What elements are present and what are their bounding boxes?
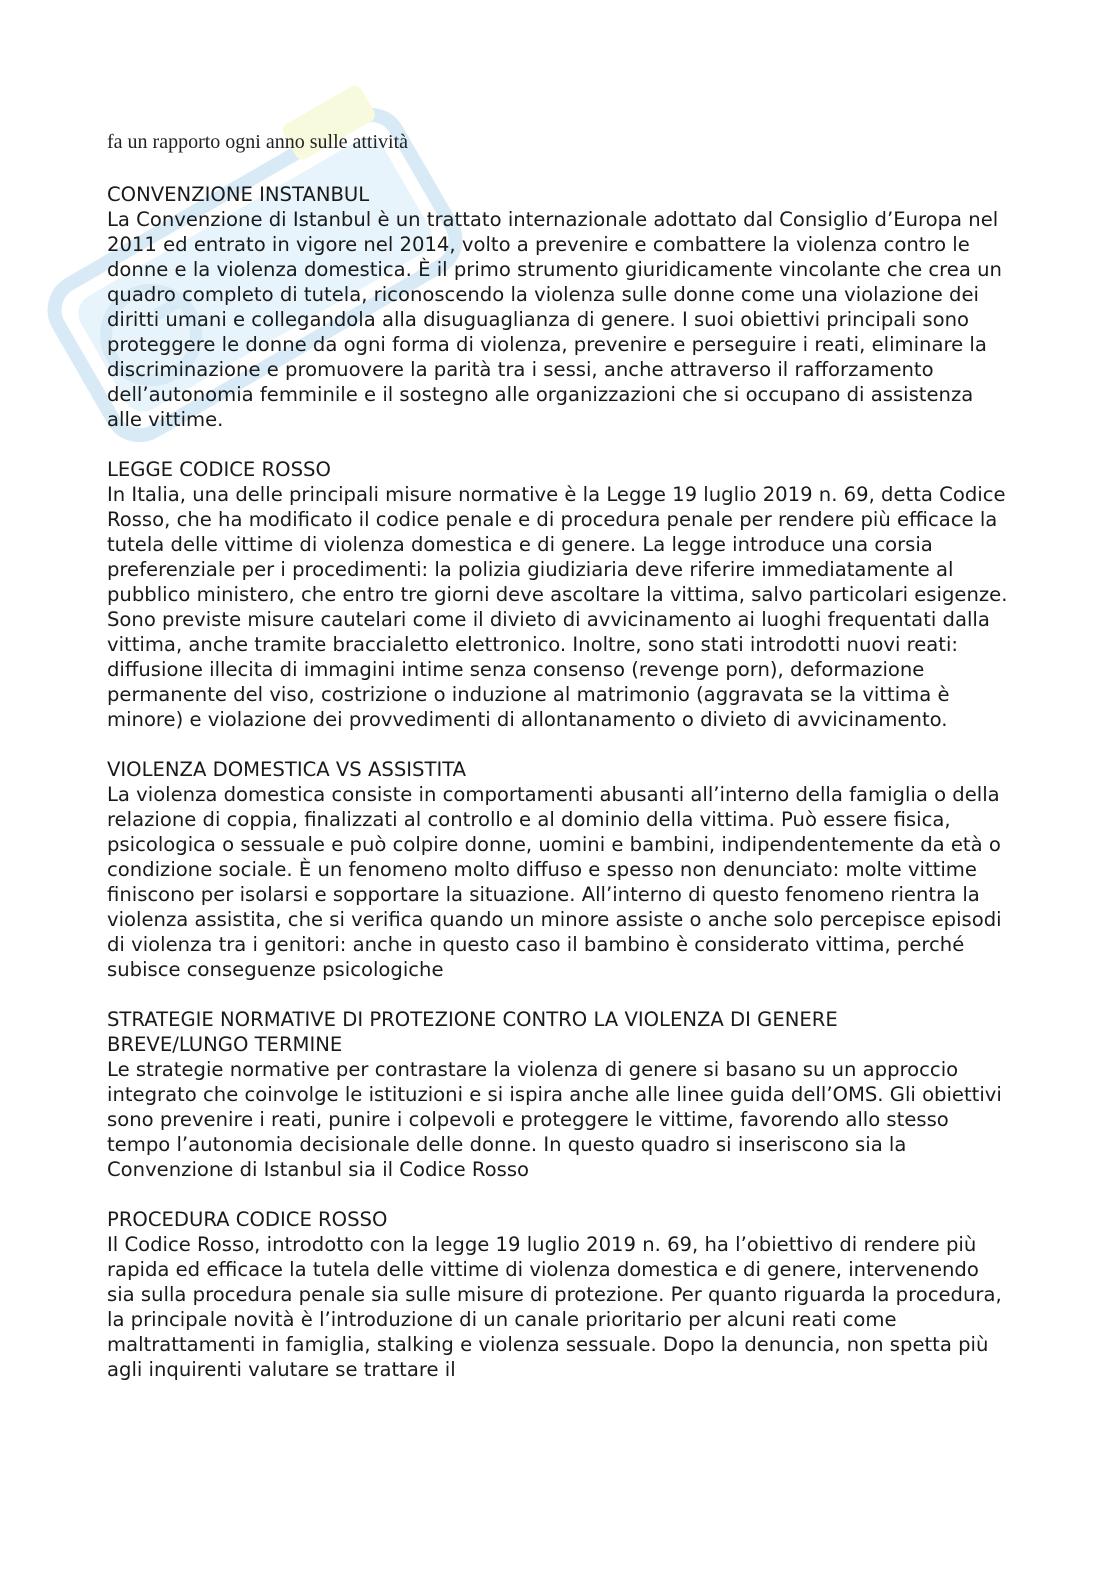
section-heading: LEGGE CODICE ROSSO (107, 458, 331, 481)
section-procedura-codice-rosso (107, 1207, 1012, 1382)
section-convenzione-istanbul (107, 182, 1012, 432)
section-heading: STRATEGIE NORMATIVE DI PROTEZIONE CONTRO LA VIOLENZA DI GENERE BREVE/LUNGO TERMINE (107, 1008, 838, 1056)
section-violenza-domestica (107, 757, 1012, 982)
section-paragraph: Le strategie normative per contrastare la violenza di genere si basano su un approccio integrato che coinvolge le istituzioni e si ispira anche alle linee guida dell’OMS. Gli obiettivi sono prevenire i reati, punire i colpevoli e proteggere le vittime, favorendo allo stesso tempo l’autonomia decisionale delle donne. In questo quadro si inseriscono sia la Convenzione di Istanbul sia il Codice Rosso (107, 1058, 1002, 1181)
section-paragraph: In Italia, una delle principali misure normative è la Legge 19 luglio 2019 n. 69, detta Codice Rosso, che ha modificato il codice penale e di procedura penale per rendere più efficace la tutela delle vittime di violenza domestica e di genere. La legge introduce una corsia preferenziale per i procedimenti: la polizia giudiziaria deve riferire immediatamente al pubblico ministero, che entro tre giorni deve ascoltare la vittima, salvo particolari esigenze. Sono previste misure cautelari come il divieto di avvicinamento ai luoghi frequentati dalla vittima, anche tramite braccialetto elettronico. Inoltre, sono stati introdotti nuovi reati: diffusione illecita di immagini intime senza consenso (revenge porn), deformazione permanente del viso, costrizione o induzione al matrimonio (aggravata se la vittima è minore) e violazione dei provvedimenti di allontanamento o divieto di avvicinamento. (107, 483, 1008, 731)
section-paragraph: Il Codice Rosso, introdotto con la legge 19 luglio 2019 n. 69, ha l’obiettivo di rendere più rapida ed efficace la tutela delle vittime di violenza domestica e di genere, intervenendo sia sulla procedura penale sia sulle misure di protezione. Per quanto riguarda la procedura, la principale novità è l’introduzione di un canale prioritario per alcuni reati come maltrattamenti in famiglia, stalking e violenza sessuale. Dopo la denuncia, non spetta più agli inquirenti valutare se trattare il (107, 1233, 1002, 1381)
section-heading: PROCEDURA CODICE ROSSO (107, 1208, 388, 1231)
document-body (107, 182, 1012, 1407)
intro-line: fa un rapporto ogni anno sulle attività (107, 131, 409, 153)
section-strategie-normative (107, 1007, 1012, 1182)
section-legge-codice-rosso (107, 457, 1012, 732)
section-heading: CONVENZIONE INSTANBUL (107, 183, 370, 206)
section-paragraph: La violenza domestica consiste in comportamenti abusanti all’interno della famiglia o della relazione di coppia, finalizzati al controllo e al dominio della vittima. Può essere fisica, psicologica o sessuale e può colpire donne, uomini e bambini, indipendentemente da età o condizione sociale. È un fenomeno molto diffuso e spesso non denunciato: molte vittime finiscono per isolarsi e sopportare la situazione. All’interno di questo fenomeno rientra la violenza assistita, che si verifica quando un minore assiste o anche solo percepisce episodi di violenza tra i genitori: anche in questo caso il bambino è considerato vittima, perché subisce conseguenze psicologiche (107, 783, 1002, 981)
section-paragraph: La Convenzione di Istanbul è un trattato internazionale adottato dal Consiglio d’Europa nel 2011 ed entrato in vigore nel 2014, volto a prevenire e combattere la violenza contro le donne e la violenza domestica. È il primo strumento giuridicamente vincolante che crea un quadro completo di tutela, riconoscendo la violenza sulle donne come una violazione dei diritti umani e collegandola alla disuguaglianza di genere. I suoi obiettivi principali sono proteggere le donne da ogni forma di violenza, prevenire e perseguire i reati, eliminare la discriminazione e promuovere la parità tra i sessi, anche attraverso il rafforzamento dell’autonomia femminile e il sostegno alle organizzazioni che si occupano di assistenza alle vittime. (107, 208, 1002, 431)
section-heading: VIOLENZA DOMESTICA VS ASSISTITA (107, 758, 467, 781)
